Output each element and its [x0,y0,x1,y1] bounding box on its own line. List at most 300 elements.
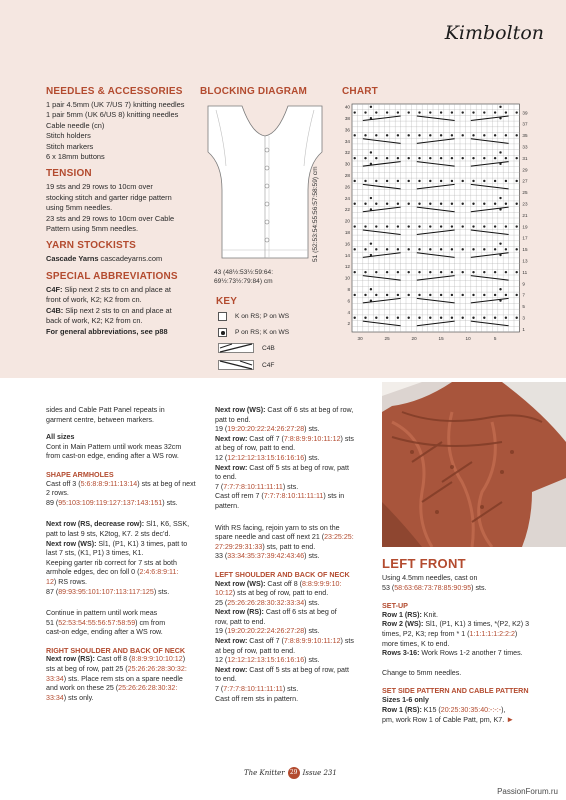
purl-stitch-mark [494,317,496,319]
magazine-name: The Knitter [244,769,285,777]
setup-heading: SET-UP [382,601,408,611]
purl-stitch-mark [499,288,501,290]
chart-row-label: 18 [344,229,350,235]
para-text: Cast off 7 ( [247,637,284,646]
c4b-label: C4B: [46,305,64,315]
purl-stitch-mark [440,111,442,113]
chart-row-label: 29 [522,167,528,173]
purl-stitch-mark [483,294,485,296]
purl-stitch-mark [472,134,474,136]
purl-stitch-mark [418,271,420,273]
para-text: to end. [215,473,237,482]
key-label: C4B [262,344,275,352]
purl-stitch-mark [440,180,442,182]
chart-row-label: 3 [522,315,525,321]
row-label: Rows 3-16: [382,649,420,658]
para-text: armhole edges, dec on foll 0 ( [46,568,140,577]
size-values: 20:25:30:35:40:-:-:- [440,705,502,714]
row-label: Next row: [215,665,248,674]
para-text: at beg of row, patt to end. [215,444,296,453]
chart-column-label: 20 [411,336,417,341]
purl-stitch-mark [505,317,507,319]
purl-stitch-mark [505,157,507,159]
para-text: Cast off rem 7 ( [215,492,264,501]
purl-stitch-mark [354,317,356,319]
purl-stitch-mark [483,180,485,182]
purl-stitch-mark [408,203,410,205]
para-text: ) sts. [282,685,299,694]
purl-stitch-mark [397,134,399,136]
chart-row-label: 20 [344,218,350,224]
para-text: ) cm from [135,618,166,627]
row-label: Row 1 (RS): [382,610,422,619]
purl-stitch-mark [462,317,464,319]
size-values: 8:8:9:9:10:10:12 [131,655,183,664]
purl-stitch-mark [483,248,485,250]
needles-item: Cable needle (cn) [46,120,105,130]
purl-stitch-mark [418,248,420,250]
para-text: ) sts [340,434,354,443]
para-text: Cont in Main Pattern until work meas 32cm [46,442,182,451]
purl-stitch-mark [494,248,496,250]
para-text: Sl1, (P1, K1) 3 times, patt to [96,539,188,548]
chart-row-label: 37 [522,121,528,127]
purl-stitch-mark [440,317,442,319]
chart-row-label: 21 [522,212,528,218]
purl-stitch-mark [408,157,410,159]
chart-row-label: 23 [522,201,528,207]
purl-stitch-mark [418,225,420,227]
purl-stitch-mark [354,134,356,136]
para-text: 19 ( [215,425,228,434]
purl-stitch-mark [483,203,485,205]
chart-column-label: 5 [493,336,497,341]
key-label: C4F [262,361,275,369]
size-values: 89:93:95:101:107:113:117:125 [58,587,154,596]
purl-stitch-mark [483,317,485,319]
purl-stitch-mark [472,317,474,319]
chart-row-label: 17 [522,235,528,241]
c4f-text: Slip next 2 sts to cn and place at [62,284,171,294]
purl-stitch-mark [408,317,410,319]
c4f-label: C4F: [46,284,63,294]
purl-stitch-mark [440,294,442,296]
needles-item: Stitch markers [46,141,94,151]
purl-stitch-mark [440,157,442,159]
para-text: Cast off 3 ( [46,479,81,488]
para-text: 87 ( [46,587,59,596]
size-values: 1:1:1:1:1:2:2:2 [469,629,515,638]
chart-row-label: 1 [522,326,525,332]
purl-stitch-mark [494,271,496,273]
chart-row-label: 11 [522,269,528,275]
chart-row-label: 39 [522,110,528,116]
row-label: Next row (RS, decrease row): [46,520,145,529]
purl-stitch-mark [472,180,474,182]
purl-stitch-mark [408,180,410,182]
purl-stitch-mark [375,271,377,273]
purl-stitch-mark [418,157,420,159]
para-text: ) sts [340,637,354,646]
purl-stitch-mark [472,271,474,273]
para-text: ) sts at beg of next [137,479,196,488]
purl-stitch-mark [375,317,377,319]
row-label: Next row (WS): [46,539,97,548]
para-text: ) sts. [304,598,320,607]
purl-stitch-mark [494,294,496,296]
purl-symbol-icon [218,328,227,337]
row-label: Next row (RS): [215,608,264,617]
purl-stitch-mark [370,151,372,153]
size-values: 58:63:68:73:78:85:90:95 [394,583,472,592]
width-line-2: 69½:73½:79:84) cm [214,278,273,285]
para-text: Cast off rem sts in pattern. [215,694,299,703]
key-c4f [218,360,274,370]
side-pattern-heading: SET SIDE PATTERN AND CABLE PATTERN [382,686,529,696]
key-c4b [218,343,275,353]
width-measurement [214,268,324,286]
purl-stitch-mark [516,294,518,296]
purl-stitch-mark [354,294,356,296]
para-text: spare needle and cast off next 21 ( [215,533,325,542]
para-text: ) sts. [282,482,299,491]
para-text: to end. [215,675,237,684]
purl-stitch-mark [386,180,388,182]
purl-stitch-mark [364,271,366,273]
para-text: ) sts at beg of row, patt to end. [232,589,329,598]
c4b-text: back of work, K2; K2 from cn. [46,316,143,326]
purl-stitch-mark [354,225,356,227]
purl-stitch-mark [397,294,399,296]
para-text: Sl1, (P1, K1) 3 times, *(P2, K2) 3 [423,620,530,629]
para-text: 7 ( [215,482,224,491]
body-column-1 [46,406,206,711]
para-text: 33 ( [215,552,228,561]
size-values: 8:8:9:9:9:10: [302,579,342,588]
c4b-symbol-icon [218,343,254,353]
row-label: Next row: [215,463,248,472]
general-abbr-note: For general abbreviations, see p88 [46,326,168,336]
purl-stitch-mark [429,294,431,296]
purl-stitch-mark [483,157,485,159]
para-text: and work on these 25 ( [46,684,119,693]
purl-stitch-mark [397,225,399,227]
info-column [46,86,194,343]
purl-stitch-mark [408,225,410,227]
width-line-1: 43 (48½:53½:59:64: [214,269,274,276]
purl-stitch-mark [364,134,366,136]
chart-row-label: 24 [344,195,350,201]
purl-stitch-mark [375,248,377,250]
chart-row-label: 30 [344,161,350,167]
purl-stitch-mark [483,134,485,136]
purl-stitch-mark [408,134,410,136]
key-label: K on RS; P on WS [235,313,290,320]
para-text: 51 ( [46,618,59,627]
chart-row-label: 36 [344,127,350,133]
purl-stitch-mark [483,111,485,113]
chart-column-label: 15 [438,336,444,341]
row-label: Next row (WS): [215,579,266,588]
chart-row-label: 19 [522,224,528,230]
c4f-text: front of work, K2; K2 from cn. [46,295,142,305]
purl-stitch-mark [429,157,431,159]
chart-row-label: 38 [344,115,350,121]
purl-stitch-mark [472,248,474,250]
para-text: 53 ( [382,583,395,592]
yarn-brand: Cascade Yarns [46,254,99,264]
purl-stitch-mark [494,157,496,159]
purl-stitch-mark [499,106,501,108]
para-text: Keeping garter rib correct for 7 sts at both [46,558,177,567]
chart-heading: CHART [342,86,378,97]
para-text: Knit. [421,610,438,619]
purl-stitch-mark [386,248,388,250]
chart-row-label: 32 [344,150,350,156]
para-text: garment centre, between markers. [46,415,155,424]
para-text: K15 ( [421,705,441,714]
purl-stitch-mark [418,111,420,113]
size-values: 25:26:26:28:30:32: [127,665,187,674]
purl-stitch-mark [386,225,388,227]
size-values: 25:26:26:28:30:32:33:34 [227,598,305,607]
para-text: from cast-on edge, ending after a WS row. [46,452,179,461]
purl-stitch-mark [418,317,420,319]
purl-stitch-mark [386,111,388,113]
purl-stitch-mark [386,317,388,319]
chart-row-label: 15 [522,247,528,253]
purl-stitch-mark [375,111,377,113]
purl-stitch-mark [386,271,388,273]
purl-stitch-mark [354,111,356,113]
purl-stitch-mark [462,248,464,250]
needles-item: Stitch holders [46,131,91,141]
para-text: Change to 5mm needles. [382,668,462,677]
purl-stitch-mark [516,203,518,205]
chart-row-label: 31 [522,155,528,161]
purl-stitch-mark [462,180,464,182]
para-text: Cast off 7 ( [247,434,284,443]
para-text: ), [501,705,506,714]
purl-stitch-mark [462,134,464,136]
purl-stitch-mark [364,180,366,182]
purl-stitch-mark [408,271,410,273]
para-text: ) sts only. [63,693,94,702]
row-label: Next row (RS): [46,655,95,664]
purl-stitch-mark [516,134,518,136]
body-column-2 [215,406,375,712]
tension-line: stocking stitch and garter ridge pattern [46,192,172,202]
chart-column-label: 25 [384,336,390,341]
purl-stitch-mark [418,180,420,182]
key-heading: KEY [216,296,238,307]
para-text: 25 ( [215,598,228,607]
yarn-heading: YARN STOCKISTS [46,240,137,252]
purl-stitch-mark [386,294,388,296]
needles-item: 1 pair 5mm (UK 6/US 8) knitting needles [46,110,179,120]
chart-row-label: 16 [344,241,350,247]
para-text: cast-on edge, ending after a WS row. [46,628,163,637]
para-text: 12 ( [215,453,228,462]
row-label: Next row: [215,434,248,443]
tension-line: 23 sts and 29 rows to 10cm over Cable [46,213,175,223]
tension-heading: TENSION [46,168,92,180]
purl-stitch-mark [505,294,507,296]
purl-stitch-mark [386,157,388,159]
size-values: 27:29:29:31:33 [215,542,263,551]
purl-stitch-mark [397,157,399,159]
size-values: 52:53:54:55:56:57:58:59 [58,618,136,627]
abbreviations-section [46,271,194,337]
needles-item: 1 pair 4.5mm (UK 7/US 7) knitting needles [46,100,185,109]
right-shoulder-heading: RIGHT SHOULDER AND BACK OF NECK [46,645,186,655]
purl-stitch-mark [462,225,464,227]
para-text: ) sts. Place rem sts on a spare needle [63,674,183,683]
size-values: 95:103:109:119:127:137:143:151 [58,498,163,507]
purl-stitch-mark [364,157,366,159]
purl-stitch-mark [440,225,442,227]
purl-stitch-mark [472,294,474,296]
chart-row-label: 35 [522,133,528,139]
purl-stitch-mark [505,180,507,182]
para-text: Cast off 8 ( [265,579,302,588]
para-text: at beg of row, patt to end. [215,646,296,655]
page-title: Kimbolton [444,22,544,44]
para-text: row, patt to end. [215,617,266,626]
size-values: 5:6:8:8:9:11:13:14 [80,479,138,488]
purl-stitch-mark [364,111,366,113]
purl-stitch-mark [440,248,442,250]
para-text: times, P2, K3; rep from * 1 ( [382,629,470,638]
para-text: pm, work Row 1 of Cable Patt, pm, K7. [382,716,505,725]
left-front-heading: LEFT FRONT [382,556,466,571]
purl-stitch-mark [462,111,464,113]
purl-stitch-mark [364,248,366,250]
purl-stitch-mark [451,248,453,250]
purl-stitch-mark [397,111,399,113]
body-column-3 [382,574,560,734]
para-text: pattern. [215,501,240,510]
tension-line: 19 sts and 29 rows to 10cm over [46,182,153,192]
purl-stitch-mark [462,294,464,296]
purl-stitch-mark [516,225,518,227]
size-values: 7:8:8:9:9:10:11:12 [283,434,341,443]
size-values: 19:20:20:22:24:26:27:28 [227,425,305,434]
size-values: 12 [46,577,54,586]
size-values: 12:12:12:13:15:16:16:16 [227,656,305,665]
para-text: Cast off 6 sts at beg of [263,608,337,617]
continue-arrow-icon: ► [506,715,515,725]
size-values: 2:4:6:8:9:11: [139,568,179,577]
para-text: 7 ( [215,685,224,694]
purl-stitch-mark [516,271,518,273]
purl-stitch-mark [483,225,485,227]
purl-stitch-mark [375,134,377,136]
purl-stitch-mark [505,134,507,136]
chart-row-label: 27 [522,178,528,184]
para-text: Cast off 5 sts at beg of row, patt [247,463,349,472]
chart-row-label: 13 [522,258,528,264]
purl-stitch-mark [451,317,453,319]
page-footer [244,767,337,779]
purl-stitch-mark [516,111,518,113]
purl-stitch-mark [397,203,399,205]
purl-stitch-mark [354,157,356,159]
purl-stitch-mark [505,225,507,227]
chart-row-label: 34 [344,138,350,144]
purl-stitch-mark [451,134,453,136]
para-text: ) [514,629,518,638]
issue-number: Issue 231 [302,769,337,777]
key-label: P on RS; K on WS [235,329,290,336]
chart-row-label: 22 [344,207,350,213]
purl-stitch-mark [499,151,501,153]
row-label: Row 1 (RS): [382,705,422,714]
purl-stitch-mark [429,203,431,205]
chart-row-label: 28 [344,172,350,178]
key-knit [218,312,289,321]
abbr-heading: SPECIAL ABBREVIATIONS [46,270,178,282]
para-text: Cast off 8 ( [94,655,132,664]
c4b-text: Slip next 2 sts to cn and place at [63,305,172,315]
size-values: 33:34 [46,674,64,683]
chart-row-label: 14 [344,252,350,258]
purl-stitch-mark [451,203,453,205]
blocking-diagram [200,100,330,265]
height-measurement: 51 (52:53:54:55:56:57:58:59) cm [312,166,319,262]
size-values: 7:7:7:8:10:11:11:11 [223,482,283,491]
purl-stitch-mark [516,248,518,250]
size-values: 7:7:7:8:10:11:11:11 [263,492,324,501]
knit-symbol-icon [218,312,227,321]
purl-stitch-mark [386,203,388,205]
para-text: ) sts. [304,627,320,636]
purl-stitch-mark [375,225,377,227]
chart-row-label: 4 [347,309,350,315]
purl-stitch-mark [397,248,399,250]
para-text: ) sts. [304,453,320,462]
para-text: Cast off 6 sts at beg of row, [265,406,354,414]
tension-line: Pattern using 5mm needles. [46,224,139,234]
chart-row-label: 26 [344,184,350,190]
purl-stitch-mark [472,157,474,159]
needles-heading: NEEDLES & ACCESSORIES [46,86,183,97]
para-text: ) RS rows. [53,577,87,586]
purl-stitch-mark [354,248,356,250]
para-text: 2 rows. [46,489,69,498]
para-text: ) sts in [323,492,345,501]
chart-row-label: 6 [347,298,350,304]
yarn-url[interactable]: cascadeyarns.com [100,254,163,264]
purl-stitch-mark [429,248,431,250]
para-text: sides and Cable Patt Panel repeats in [46,406,165,414]
chart-row-label: 33 [522,144,528,150]
purl-stitch-mark [505,111,507,113]
size-values: 10:12 [215,589,233,598]
purl-stitch-mark [354,271,356,273]
purl-stitch-mark [483,271,485,273]
para-text: sts at beg of row, patt 25 ( [46,665,128,674]
purl-stitch-mark [429,317,431,319]
purl-stitch-mark [516,157,518,159]
purl-stitch-mark [375,203,377,205]
purl-stitch-mark [451,294,453,296]
row-label: Next row: [215,637,248,646]
chart-row-label: 40 [344,104,350,110]
purl-stitch-mark [451,225,453,227]
purl-stitch-mark [429,111,431,113]
tension-line: using 5mm needles. [46,203,113,213]
